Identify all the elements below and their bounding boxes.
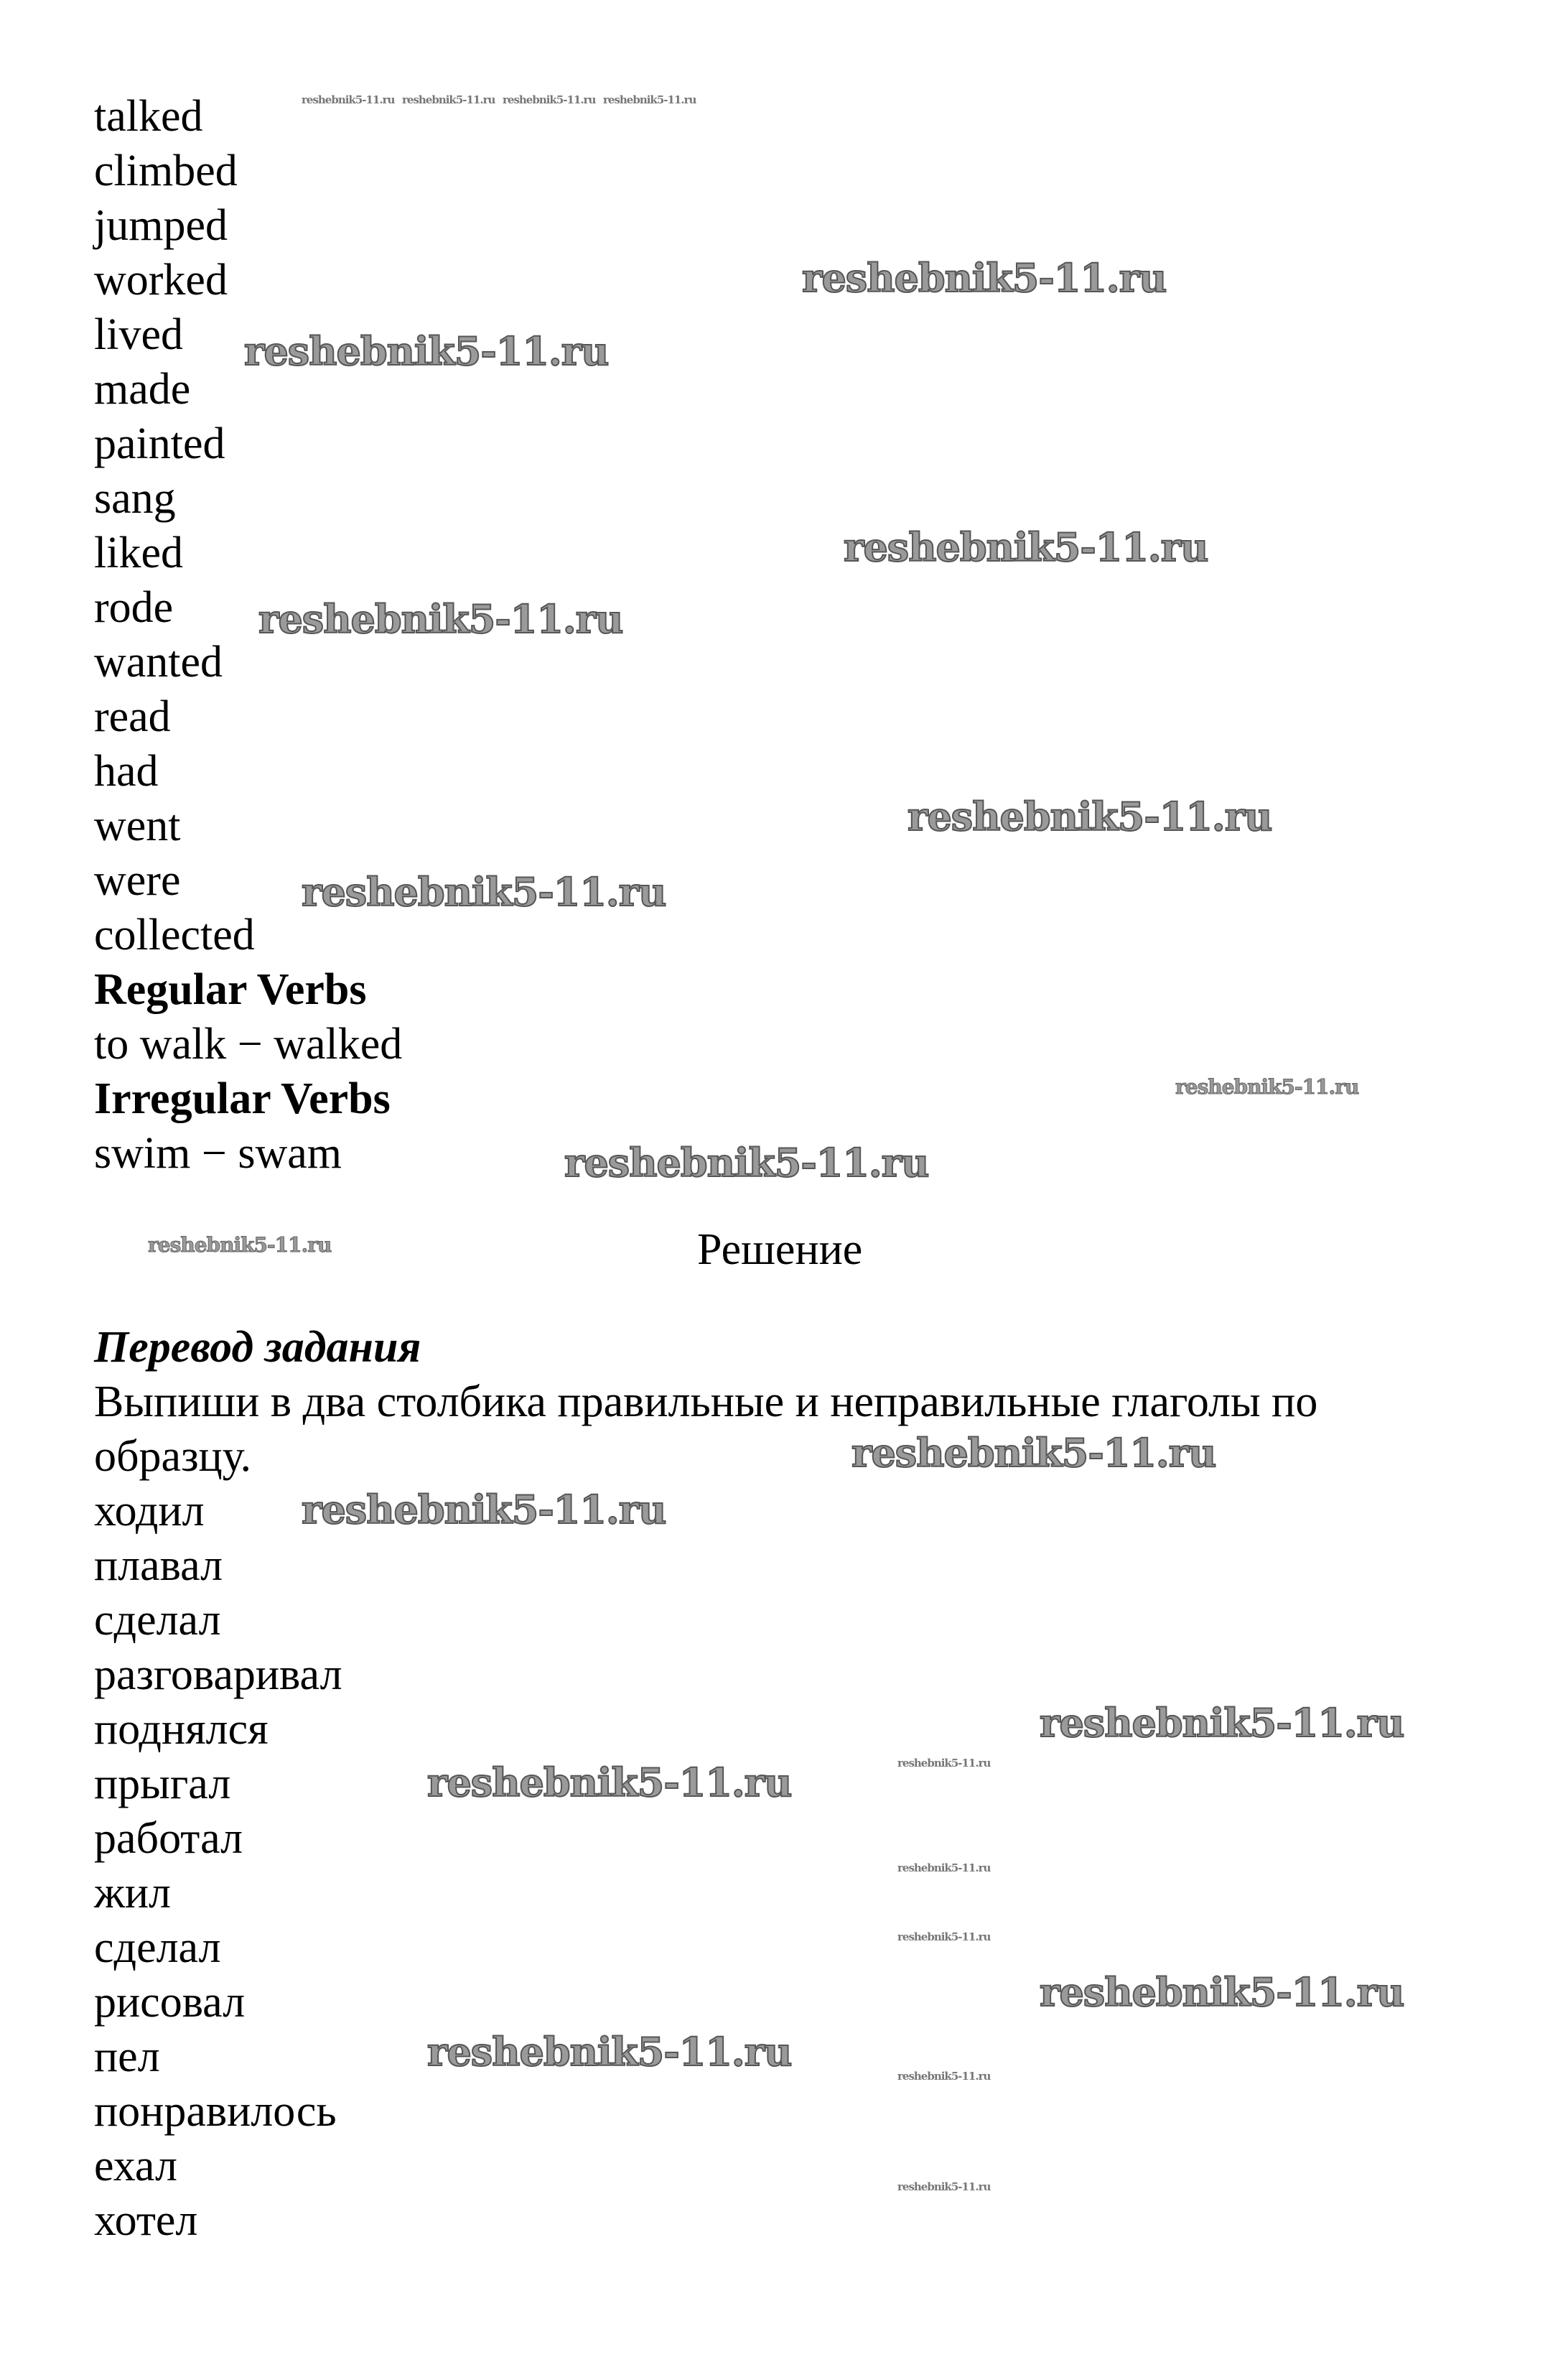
translated-word: ехал: [94, 2142, 177, 2190]
answer-word: made: [94, 365, 191, 414]
watermark: reshebnik5-11.ru: [603, 93, 696, 106]
watermark: reshebnik5-11.ru: [851, 1430, 1216, 1476]
watermark: reshebnik5-11.ru: [897, 1861, 991, 1874]
translation-text-line2: образцу.: [94, 1432, 252, 1481]
watermark: reshebnik5-11.ru: [1175, 1075, 1359, 1099]
translated-word: разговаривал: [94, 1650, 342, 1699]
irregular-verbs-heading: Irregular Verbs: [94, 1074, 391, 1123]
regular-verbs-example: to walk − walked: [94, 1020, 403, 1069]
watermark: reshebnik5-11.ru: [427, 1759, 792, 1805]
translated-word: сделал: [94, 1923, 221, 1972]
answer-word: were: [94, 856, 181, 905]
answer-word: read: [94, 692, 171, 741]
translated-word: плавал: [94, 1541, 223, 1590]
watermark: reshebnik5-11.ru: [258, 596, 623, 642]
watermark: reshebnik5-11.ru: [907, 794, 1272, 840]
translated-word: ходил: [94, 1487, 205, 1535]
translated-word: прыгал: [94, 1759, 231, 1808]
regular-verbs-heading: Regular Verbs: [94, 965, 367, 1014]
watermark: reshebnik5-11.ru: [897, 2070, 991, 2083]
answer-word: collected: [94, 911, 255, 959]
watermark: reshebnik5-11.ru: [1040, 1969, 1404, 2015]
watermark: reshebnik5-11.ru: [402, 93, 495, 106]
answer-word: went: [94, 801, 181, 850]
translated-word: пел: [94, 2032, 160, 2081]
translated-word: понравилось: [94, 2087, 337, 2136]
watermark: reshebnik5-11.ru: [244, 328, 609, 374]
answer-word: rode: [94, 583, 174, 632]
answer-word: liked: [94, 529, 183, 577]
translated-word: сделал: [94, 1596, 221, 1645]
watermark: reshebnik5-11.ru: [427, 2029, 792, 2075]
translated-word: хотел: [94, 2196, 198, 2245]
solution-title: Решение: [697, 1225, 863, 1274]
answer-word: lived: [94, 310, 183, 359]
watermark: reshebnik5-11.ru: [302, 869, 666, 915]
answer-word: worked: [94, 256, 228, 304]
watermark: reshebnik5-11.ru: [148, 1233, 332, 1257]
translated-word-list: [94, 1484, 1494, 2248]
translation-heading: Перевод задания: [94, 1323, 421, 1372]
answer-word: jumped: [94, 201, 228, 250]
irregular-verbs-example: swim − swam: [94, 1129, 342, 1178]
answer-word: had: [94, 747, 159, 796]
answer-list: [94, 89, 1494, 962]
watermark: reshebnik5-11.ru: [897, 2180, 991, 2193]
translated-word: работал: [94, 1814, 243, 1863]
watermark: reshebnik5-11.ru: [302, 1487, 666, 1533]
translated-word: поднялся: [94, 1705, 269, 1754]
answer-word: sang: [94, 474, 176, 523]
answer-word: wanted: [94, 638, 223, 687]
watermark: reshebnik5-11.ru: [897, 1757, 991, 1770]
watermark: reshebnik5-11.ru: [564, 1140, 929, 1186]
translated-word: рисовал: [94, 1978, 246, 2027]
answer-word: climbed: [94, 147, 238, 195]
translated-word: жил: [94, 1869, 171, 1917]
watermark: reshebnik5-11.ru: [802, 255, 1167, 301]
watermark: reshebnik5-11.ru: [503, 93, 596, 106]
answer-word: talked: [94, 92, 203, 141]
translation-text-line1: Выпиши в два столбика правильные и неправильные глаголы по: [94, 1377, 1318, 1426]
watermark: reshebnik5-11.ru: [897, 1930, 991, 1943]
watermark: reshebnik5-11.ru: [844, 524, 1208, 570]
watermark: reshebnik5-11.ru: [302, 93, 395, 106]
answer-word: painted: [94, 419, 225, 468]
watermark: reshebnik5-11.ru: [1040, 1700, 1404, 1746]
